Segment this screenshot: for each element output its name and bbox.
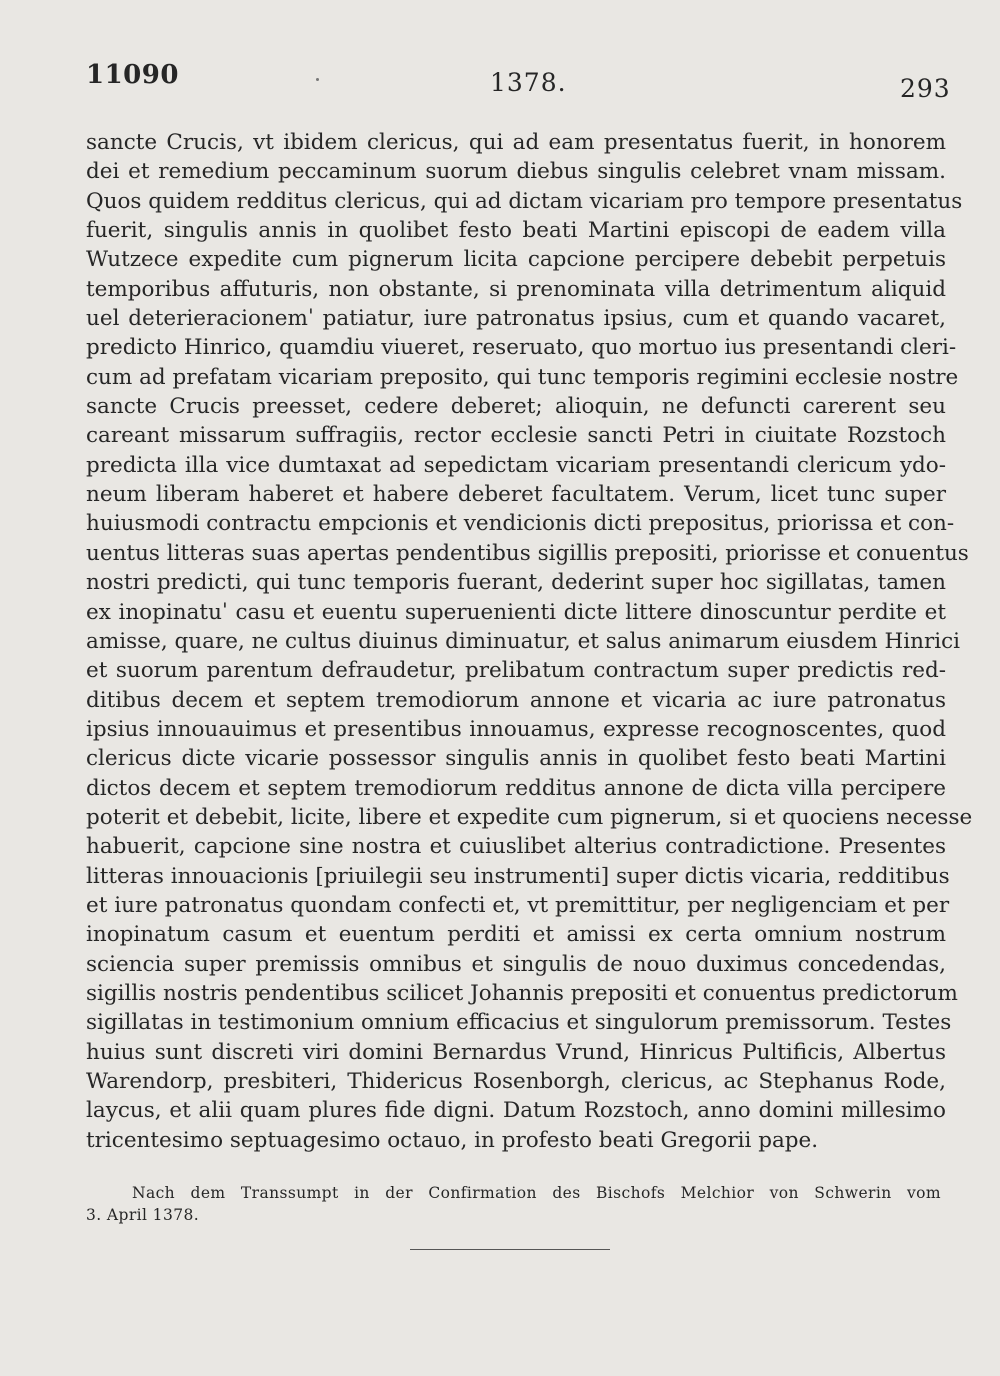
document-number: 11090 — [86, 60, 179, 90]
text-line: sciencia super premissis omnibus et singulis de nouo duximus concedendas, — [86, 951, 946, 977]
text-line: habuerit, capcione sine nostra et cuiuslibet alterius contradictione. Presentes — [86, 834, 946, 860]
text-line: sancte Crucis, vt ibidem clericus, qui ad eam presentatus fuerit, in honorem — [86, 130, 946, 155]
text-line: fuerit, singulis annis in quolibet festo beati Martini episcopi de eadem villa — [86, 218, 946, 244]
text-line: predicta illa vice dumtaxat ad sepedictam vicariam presentandi clericum ydo- — [86, 452, 946, 478]
text-line: sancte Crucis preesset, cedere deberet; alioquin, ne defuncti carerent seu — [86, 394, 946, 420]
text-line: ipsius innouauimus et presentibus innouamus, expresse recognoscentes, quod — [86, 716, 946, 742]
text-line: neum liberam haberet et habere deberet facultatem. Verum, licet tunc super — [86, 482, 946, 508]
text-line: ex inopinatuˈ casu et euentu superuenienti dicte littere dinoscuntur perdite et — [86, 599, 946, 625]
text-line: Warendorp, presbiteri, Thidericus Rosenborgh, clericus, ac Stephanus Rode, — [86, 1069, 946, 1094]
text-line: dei et remedium peccaminum suorum diebus singulis celebret vnam missam. — [86, 159, 946, 185]
source-note — [86, 1182, 941, 1226]
text-line: ditibus decem et septem tremodiorum annone et vicaria ac iure patronatus — [86, 687, 946, 713]
text-line: sigillatas in testimonium omnium efficacius et singulorum premissorum. Testes — [86, 1010, 952, 1036]
end-divider — [410, 1249, 610, 1250]
text-line: dictos decem et septem tremodiorum redditus annone de dicta villa percipere — [86, 775, 946, 801]
print-speck — [316, 78, 319, 81]
charter-text — [86, 128, 973, 1155]
page-number: 293 — [900, 74, 951, 103]
text-line: litteras innouacionis [priuilegii seu instrumenti] super dictis vicaria, redditibus — [86, 863, 950, 889]
text-line: clericus dicte vicarie possessor singulis annis in quolibet festo beati Martini — [86, 746, 946, 772]
source-note-line: Nach dem Transsumpt in der Confirmation des Bischofs Melchior von Schwerin vom — [132, 1184, 941, 1202]
text-line: nostri predicti, qui tunc temporis fuerant, dederint super hoc sigillatas, tamen — [86, 570, 946, 596]
text-line: sigillis nostris pendentibus scilicet Johannis prepositi et conuentus predictorum — [86, 980, 958, 1006]
text-line: uel deterieracionemˈ patiatur, iure patronatus ipsius, cum et quando vacaret, — [86, 306, 946, 332]
text-line: et suorum parentum defraudetur, prelibatum contractum super predictis red- — [86, 658, 946, 684]
text-line: predicto Hinrico, quamdiu viueret, reseruato, quo mortuo ius presentandi cleri- — [86, 335, 957, 361]
text-line: inopinatum casum et euentum perditi et amissi ex certa omnium nostrum — [86, 922, 946, 948]
text-line: careant missarum suffragiis, rector ecclesie sancti Petri in ciuitate Rozstoch — [86, 423, 946, 449]
text-line: huiusmodi contractu empcionis et vendicionis dicti prepositus, priorissa et con- — [86, 511, 955, 537]
text-line: laycus, et alii quam plures fide digni. Datum Rozstoch, anno domini millesimo — [86, 1098, 946, 1124]
text-line: temporibus affuturis, non obstante, si prenominata villa detrimentum aliquid — [86, 276, 946, 302]
text-line: huius sunt discreti viri domini Bernardus Vrund, Hinricus Pultificis, Albertus — [86, 1039, 946, 1065]
source-note-line: 3. April 1378. — [86, 1206, 200, 1224]
text-line: uentus litteras suas apertas pendentibus sigillis prepositi, priorisse et conuentus — [86, 540, 969, 566]
text-line: et iure patronatus quondam confecti et, vt premittitur, per negligenciam et per — [86, 892, 950, 918]
document-year: 1378. — [490, 68, 567, 97]
text-line: amisse, quare, ne cultus diuinus diminuatur, et salus animarum eiusdem Hinrici — [86, 628, 961, 654]
text-line: poterit et debebit, licite, libere et expedite cum pignerum, si et quociens necesse — [86, 804, 973, 830]
text-line: cum ad prefatam vicariam preposito, qui tunc temporis regimini ecclesie nostre — [86, 364, 959, 390]
text-line: tricentesimo septuagesimo octauo, in profesto beati Gregorii pape. — [86, 1127, 819, 1153]
text-line: Wutzece expedite cum pignerum licita capcione percipere debebit perpetuis — [86, 247, 946, 273]
text-line: Quos quidem redditus clericus, qui ad dictam vicariam pro tempore presentatus — [86, 188, 963, 214]
